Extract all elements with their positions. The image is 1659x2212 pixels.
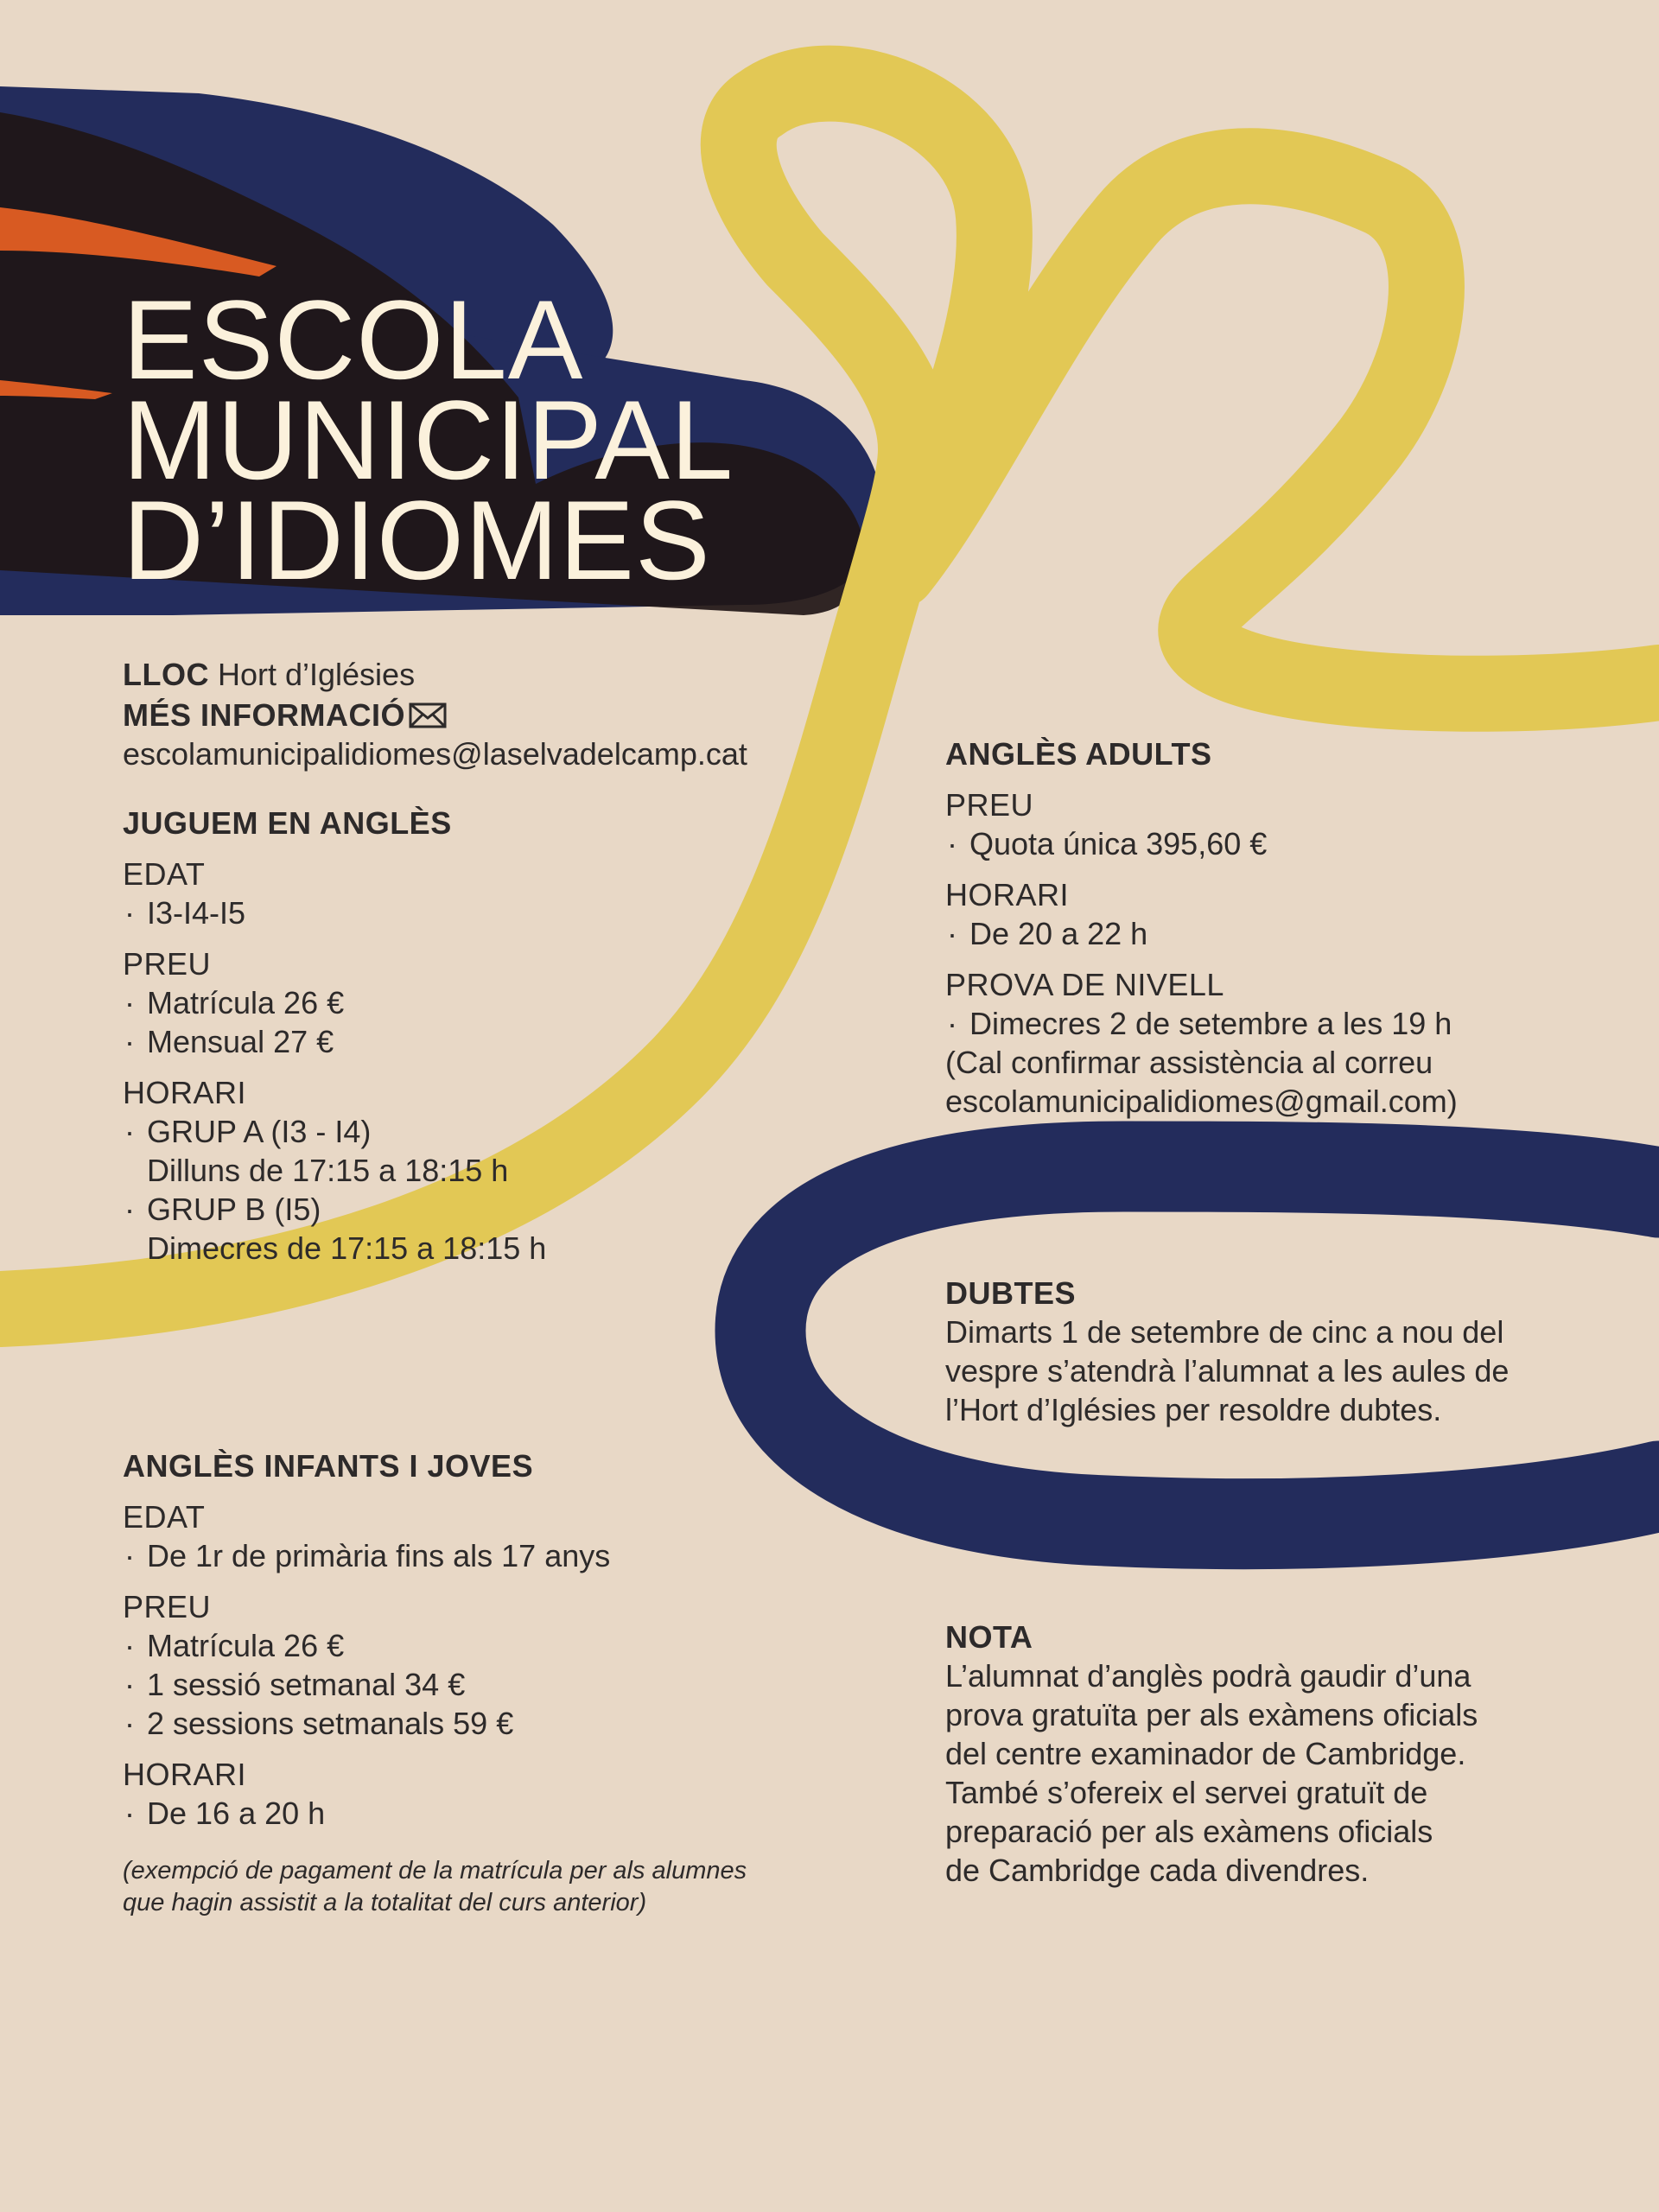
juguem-preu-item: · Matrícula 26 € [123,983,546,1022]
mes-info-label: MÉS INFORMACIÓ [123,697,405,733]
juguem-grup-a-time: Dilluns de 17:15 a 18:15 h [147,1153,509,1188]
infants-preu-item: · 2 sessions setmanals 59 € [123,1704,747,1743]
juguem-grup-b: · GRUP B (I5) [123,1190,546,1229]
juguem-preu-label: PREU [123,946,212,982]
adults-preu-label: PREU [945,787,1034,823]
dubtes-line: vespre s’atendrà l’alumnat a les aules de [945,1353,1510,1389]
nota-line: preparació per als exàmens oficials [945,1814,1433,1849]
dubtes-heading: DUBTES [945,1275,1077,1311]
infants-horari-item: · De 16 a 20 h [123,1794,747,1833]
infants-horari-label: HORARI [123,1757,247,1792]
infants-section [123,1446,747,1919]
adults-prova-note-1: (Cal confirmar assistència al correu [945,1045,1433,1080]
juguem-horari-label: HORARI [123,1075,247,1110]
adults-heading: ANGLÈS ADULTS [945,736,1212,772]
infants-preu-item: · 1 sessió setmanal 34 € [123,1665,747,1704]
nota-line: de Cambridge cada divendres. [945,1853,1370,1888]
infants-preu-item: · Matrícula 26 € [123,1626,747,1665]
dubtes-section [945,1274,1509,1429]
infants-note-line-2: que hagin assistit a la totalitat del curs anterior) [123,1889,647,1916]
juguem-grup-a: · GRUP A (I3 - I4) [123,1112,546,1151]
infants-edat-label: EDAT [123,1499,206,1535]
dubtes-line: l’Hort d’Iglésies per resoldre dubtes. [945,1392,1442,1427]
lloc-value: Hort d’Iglésies [208,657,416,692]
infants-heading: ANGLÈS INFANTS I JOVES [123,1448,534,1484]
lloc-row [123,655,747,694]
juguem-heading: JUGUEM EN ANGLÈS [123,805,452,841]
title-line-3: D’IDIOMES [123,477,711,603]
nota-line: del centre examinador de Cambridge. [945,1736,1466,1771]
nota-line: També s’ofereix el servei gratuït de [945,1775,1428,1810]
dubtes-line: Dimarts 1 de setembre de cinc a nou del [945,1314,1504,1350]
envelope-icon [409,702,447,728]
infants-preu-label: PREU [123,1589,212,1624]
email-link[interactable]: escolamunicipalidiomes@laselvadelcamp.cat [123,736,747,772]
info-block [123,655,747,773]
title-line-1: ESCOLA [123,276,584,403]
adults-section [945,734,1458,1121]
infants-edat-item: · De 1r de primària fins als 17 anys [123,1536,747,1575]
juguem-grup-b-time: Dimecres de 17:15 a 18:15 h [147,1230,547,1266]
adults-prova-item: · Dimecres 2 de setembre a les 19 h [945,1004,1458,1043]
nota-line: prova gratuïta per als exàmens oficials [945,1697,1478,1732]
adults-horari-label: HORARI [945,877,1070,912]
nota-line: L’alumnat d’anglès podrà gaudir d’una [945,1658,1471,1694]
title-line-2: MUNICIPAL [123,377,734,503]
adults-horari-item: · De 20 a 22 h [945,914,1458,953]
juguem-edat-label: EDAT [123,856,206,892]
juguem-edat-item: · I3-I4-I5 [123,893,546,932]
adults-preu-item: · Quota única 395,60 € [945,824,1458,863]
nota-section [945,1618,1478,1890]
lloc-label: LLOC [123,657,209,692]
mes-info-row [123,696,747,734]
adults-prova-label: PROVA DE NIVELL [945,967,1224,1002]
juguem-preu-item: · Mensual 27 € [123,1022,546,1061]
adults-prova-email[interactable]: escolamunicipalidiomes@gmail.com) [945,1084,1458,1119]
infants-note-line-1: (exempció de pagament de la matrícula per als alumnes [123,1857,747,1885]
page-title [123,276,734,603]
juguem-section [123,804,546,1268]
nota-heading: NOTA [945,1619,1033,1655]
